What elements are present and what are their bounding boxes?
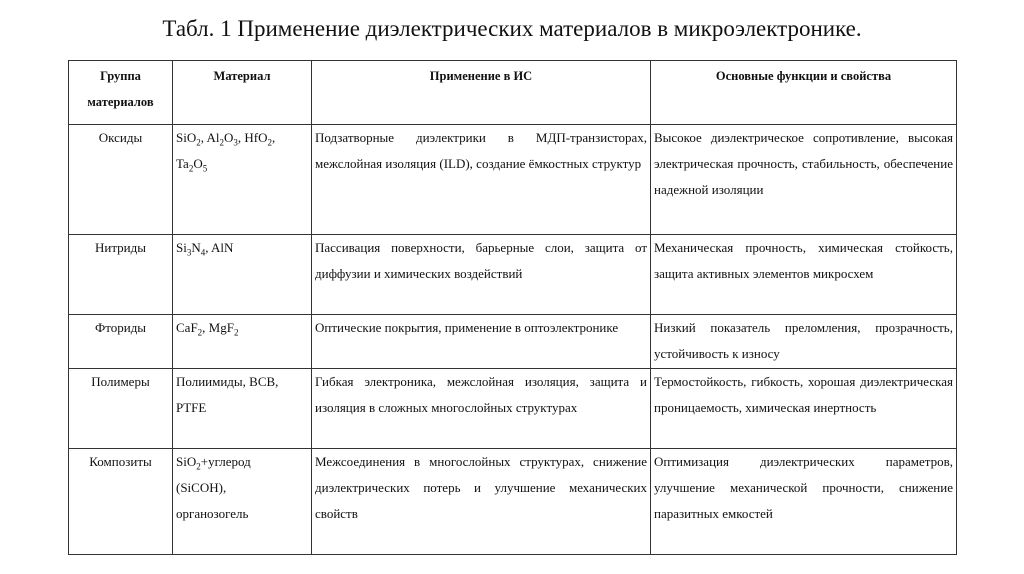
cell-application: Гибкая электроника, межслойная изоляция, защита и изоляция в сложных многослойных структурах bbox=[312, 369, 651, 449]
table-row bbox=[69, 449, 957, 555]
dielectric-materials-table bbox=[68, 60, 957, 555]
table-row bbox=[69, 315, 957, 369]
cell-group: Нитриды bbox=[69, 235, 173, 315]
table-title: Табл. 1 Применение диэлектрических материалов в микроэлектронике. bbox=[162, 16, 862, 41]
cell-group: Фториды bbox=[69, 315, 173, 369]
cell-material: $Si_3N_4$, AlN bbox=[173, 235, 312, 315]
cell-functions: Механическая прочность, химическая стойкость, защита активных элементов микросхем bbox=[651, 235, 957, 315]
table-row bbox=[69, 125, 957, 235]
cell-group: Композиты bbox=[69, 449, 173, 555]
cell-material: SiO$_2$+углерод (SiCOH), органозогель bbox=[173, 449, 312, 555]
cell-functions: Низкий показатель преломления, прозрачность, устойчивость к износу bbox=[651, 315, 957, 369]
cell-application: Подзатворные диэлектрики в МДП-транзисторах, межслойная изоляция (ILD), создание ёмкостных структур bbox=[312, 125, 651, 235]
cell-functions: Термостойкость, гибкость, хорошая диэлектрическая проницаемость, химическая инертность bbox=[651, 369, 957, 449]
cell-material: CaF$_2$, MgF$_2$ bbox=[173, 315, 312, 369]
table-header-row bbox=[69, 61, 957, 125]
header-functions: Основные функции и свойства bbox=[651, 61, 957, 125]
cell-group: Полимеры bbox=[69, 369, 173, 449]
cell-group: Оксиды bbox=[69, 125, 173, 235]
cell-functions: Высокое диэлектрическое сопротивление, высокая электрическая прочность, стабильность, обеспечение надежной изоляции bbox=[651, 125, 957, 235]
header-material: Материал bbox=[173, 61, 312, 125]
table-row bbox=[69, 235, 957, 315]
cell-material: SiO$_2$, $Al_2O_3$, HfO$_2$, $Ta_2O_5$ bbox=[173, 125, 312, 235]
cell-application: Межсоединения в многослойных структурах, снижение диэлектрических потерь и улучшение механических свойств bbox=[312, 449, 651, 555]
cell-material: Полиимиды, BCB, PTFE bbox=[173, 369, 312, 449]
cell-application: Оптические покрытия, применение в оптоэлектронике bbox=[312, 315, 651, 369]
header-group: Группа материалов bbox=[69, 61, 173, 125]
table-row bbox=[69, 369, 957, 449]
cell-application: Пассивация поверхности, барьерные слои, защита от диффузии и химических воздействий bbox=[312, 235, 651, 315]
cell-functions: Оптимизация диэлектрических параметров, улучшение механической прочности, снижение паразитных емкостей bbox=[651, 449, 957, 555]
header-application: Применение в ИС bbox=[312, 61, 651, 125]
